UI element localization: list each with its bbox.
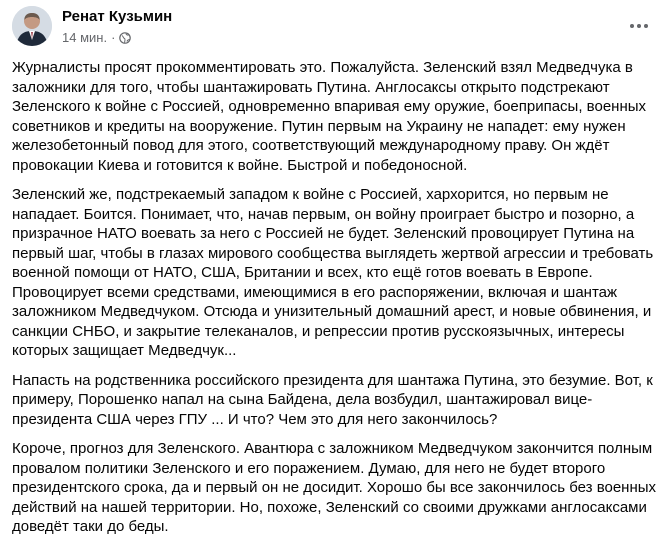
text-line: заложники для того, чтобы шантажировать Путина. Англосаксы открыто подстрекают bbox=[12, 78, 610, 96]
globe-icon[interactable] bbox=[119, 32, 131, 44]
text-line: Напасть на родственника российского президента для шантажа Путина, это безумие. Вот, к bbox=[12, 371, 653, 389]
paragraph-3 bbox=[12, 371, 662, 430]
avatar[interactable] bbox=[12, 6, 52, 46]
post-header bbox=[12, 4, 657, 48]
text-line: железобетонный повод для этого, соответствующий международному праву. Он ждёт bbox=[12, 137, 610, 154]
text-line: Короче, прогноз для Зеленского. Авантюра с заложником Медведчуком закончится полным bbox=[12, 440, 653, 457]
text-line: Провоцирует всеми средствами, имеющимися в его распоряжении, включая и шантаж bbox=[12, 283, 618, 301]
text-line: первый шаг, чтобы в глазах мирового сообщества выглядеть жертвой агрессии и требовать bbox=[12, 244, 654, 262]
text-line: доведёт таки до беды. bbox=[12, 518, 169, 535]
author-name[interactable]: Ренат Кузьмин bbox=[62, 8, 173, 25]
meta-separator: · bbox=[111, 30, 116, 45]
paragraph-2 bbox=[12, 185, 662, 361]
text-line: действий на нашей территории. Но, похоже, Зеленский со своими дружками англосаксами bbox=[12, 498, 647, 516]
post-meta bbox=[62, 30, 131, 45]
text-line: Журналисты просят прокомментировать это. Пожалуйста. Зеленский взял Медведчука в bbox=[12, 59, 633, 76]
text-line: призрачное НАТО воевать за него с Россией не будет. Зеленский провоцирует Путина на bbox=[12, 225, 635, 242]
text-line: провалом политики Зеленского и его поражением. Думаю, для него не будет второго bbox=[12, 459, 606, 477]
text-line: Зеленский же, подстрекаемый западом к войне с Россией, хархорится, но первым не bbox=[12, 186, 609, 203]
text-line: военной помощи от НАТО, США, Британии и всех, кто ещё готов воевать в Европе. bbox=[12, 264, 593, 281]
text-line: заложником Медведчуком. Отсюда и унизительный домашний арест, и новые обвинения, и bbox=[12, 303, 652, 320]
text-line: советников и кредиты на вооружение. Путин первым на Украину не нападет: ему нужен bbox=[12, 117, 626, 135]
text-line: провокации Киева и готовится к войне. Быстрой и победоносной. bbox=[12, 156, 468, 174]
text-line: санкции СНБО, и закрытие телеканалов, и репрессии против русскоязычных, интересы bbox=[12, 322, 625, 340]
text-line: президента США через ГПУ ... И что? Чем это для него закончилось? bbox=[12, 410, 498, 428]
text-line: Зеленского к войне с Россией, одновременно впаривая ему оружие, боеприпасы, военных bbox=[12, 98, 647, 115]
more-options-icon[interactable] bbox=[621, 8, 657, 44]
post-time[interactable]: 14 мин. bbox=[62, 30, 108, 45]
paragraph-1 bbox=[12, 58, 662, 175]
text-line: нападает. Боится. Понимает, что, начав первым, он войну проиграет быстро и позорно, а bbox=[12, 205, 635, 223]
text-line: президентского срока, да и первый он не досидит. Хорошо бы все закончилось без военных bbox=[12, 479, 657, 496]
paragraph-4 bbox=[12, 439, 662, 537]
text-line: примеру, Порошенко напал на сына Байдена, дела возбудил, шантажировал вице- bbox=[12, 391, 593, 408]
text-line: которых защищает Медведчук... bbox=[12, 342, 237, 359]
post-text bbox=[12, 58, 662, 547]
